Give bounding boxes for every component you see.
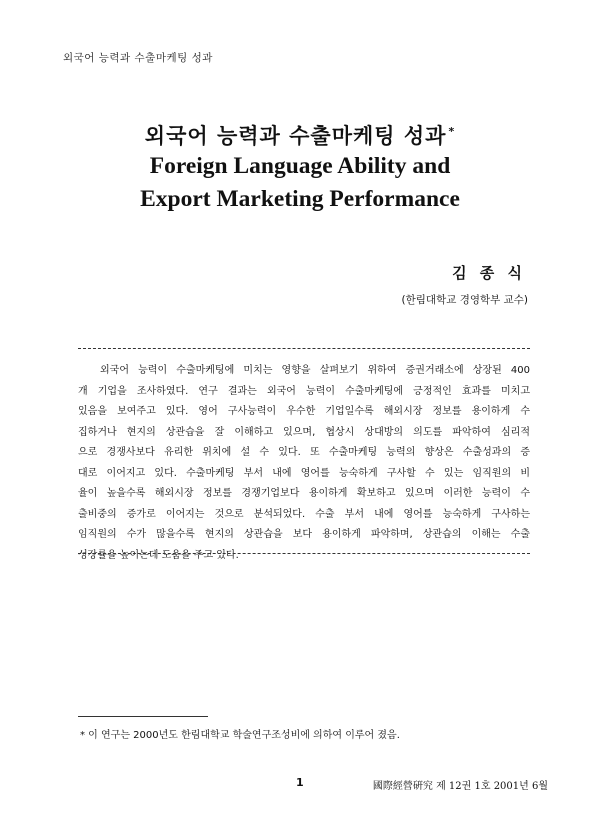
title-english-line-2: Export Marketing Performance xyxy=(140,186,460,212)
abstract-bottom-divider xyxy=(78,553,530,554)
abstract-line: 집하거나 현지의 상관습을 잘 이해하고 있으며, 협상시 상대방의 의도를 파악하여 심리적 xyxy=(78,426,530,438)
abstract-line: 으로 경쟁사보다 유리한 위치에 설 수 있다. 또 수출마케팅 능력의 향상은 수출성과의 증 xyxy=(78,447,530,458)
abstract-top-divider xyxy=(78,348,530,349)
abstract-line: 출비중의 증가로 이어지는 것으로 분석되었다. 수출 부서 내에 영어를 능숙하게 구사하는 xyxy=(78,508,530,520)
abstract-line: 개 기업을 조사하였다. 연구 결과는 외국어 능력이 수출마케팅에 긍정적인 효과를 미치고 xyxy=(78,385,530,397)
author-name: 김 종 식 xyxy=(452,264,526,282)
abstract-line: 율이 높을수록 해외시장 정보를 경쟁기업보다 용이하게 확보하고 있으며 이러한 능력이 수 xyxy=(78,488,530,499)
abstract-line: 임직원의 수가 많을수록 현지의 상관습을 보다 용이하게 파악하며, 상관습의 이해는 수출 xyxy=(78,529,530,540)
title-korean xyxy=(0,120,600,150)
title-footnote-mark: * xyxy=(448,125,456,138)
abstract-line: 있음을 보여주고 있다. 영어 구사능력이 우수한 기업일수록 해외시장 정보를 용이하게 수 xyxy=(78,406,530,417)
abstract xyxy=(78,361,530,566)
title-english-line-1: Foreign Language Ability and xyxy=(149,153,451,179)
journal-citation: 國際經營硏究 제 12권 1호 2001년 6월 xyxy=(372,781,548,792)
abstract-line: 외국어 능력이 수출마케팅에 미치는 영향을 살펴보기 위하여 증권거래소에 상장된 400 xyxy=(100,365,530,376)
author-affiliation: (한림대학교 경영학부 교수) xyxy=(401,294,528,306)
page-number: 1 xyxy=(296,776,304,789)
abstract-line: 성장률을 높이는데 도움을 주고 있다. xyxy=(78,549,239,561)
footnote: * 이 연구는 2000년도 한림대학교 학술연구조성비에 의하여 이루어 졌음. xyxy=(80,730,400,741)
running-header: 외국어 능력과 수출마케팅 성과 xyxy=(63,52,213,64)
footnote-divider xyxy=(78,716,208,717)
title-korean-text: 외국어 능력과 수출마케팅 성과 xyxy=(144,124,447,148)
abstract-line: 대로 이어지고 있다. 수출마케팅 부서 내에 영어를 능숙하게 구사할 수 있는 임직원의 비 xyxy=(78,467,530,479)
